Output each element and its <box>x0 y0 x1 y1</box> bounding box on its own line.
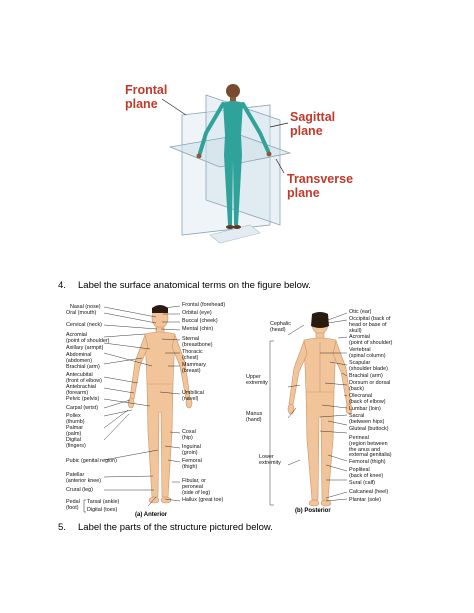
question-number: 4. <box>58 280 66 291</box>
label-frontal: Frontal (forehead) <box>182 302 226 308</box>
label-acromial-post: Acromial (point of shoulder) <box>349 334 393 346</box>
label-orbital: Orbital (eye) <box>182 310 212 316</box>
label-calcaneal: Calcaneal (heel) <box>349 489 389 495</box>
label-tarsal: Tarsal (ankle) <box>87 499 120 505</box>
label-vertebral: Vertebral (spinal column) <box>349 347 386 359</box>
label-dorsum: Dorsum or dorsal (back) <box>349 380 391 392</box>
label-perineal: Perineal (region between the anus and external genitalia) <box>349 435 392 459</box>
label-carpal: Carpal (wrist) <box>66 405 99 411</box>
label-brachial-post: Brachial (arm) <box>349 373 383 379</box>
label-digital-fingers: Digital (fingers) <box>66 437 86 449</box>
question-number: 5. <box>58 522 66 533</box>
label-plantar: Plantar (sole) <box>349 497 382 503</box>
label-gluteal: Gluteal (buttock) <box>349 426 389 432</box>
label-pedal: Pedal <box>66 499 80 505</box>
question-5 <box>58 522 458 536</box>
question-4 <box>58 280 458 294</box>
frontal-plane-label: Frontal plane <box>125 83 168 111</box>
label-manus: Manus (hand) <box>246 411 263 423</box>
sagittal-plane-label: Sagittal plane <box>290 110 336 138</box>
label-cephalic: Cephalic (head) <box>270 321 291 333</box>
label-palmar: Palmar (palm) <box>66 425 84 437</box>
label-foot: (foot) <box>66 505 79 511</box>
label-olecranal: Olecranal (back of elbow) <box>349 393 386 405</box>
label-inguinal: Inguinal (groin) <box>182 444 201 456</box>
posterior-caption: (b) Posterior <box>295 508 331 514</box>
label-cervical: Cervical (neck) <box>66 322 102 328</box>
label-scapular: Scapular (shoulder blade) <box>349 360 388 372</box>
label-upper-extremity: Upper extremity <box>246 374 268 386</box>
label-pubic: Pubic (genital region) <box>66 458 117 464</box>
label-sural: Sural (calf) <box>349 480 376 486</box>
label-oral: Oral (mouth) <box>66 310 97 316</box>
label-popliteal: Popliteal (back of knee) <box>349 467 384 479</box>
label-abdominal: Abdominal (abdomen) <box>66 352 93 364</box>
label-brachial: Brachial (arm) <box>66 364 100 370</box>
label-digital-toes: Digital (toes) <box>87 507 118 513</box>
question-text: Label the parts of the structure pictured below. <box>78 522 273 533</box>
label-antecubital: Antecubital (front of elbow) <box>66 372 102 384</box>
label-acromial: Acromial (point of shoulder) <box>66 332 110 344</box>
label-occipital: Occipital (back of head or base of skull) <box>349 316 391 334</box>
label-lumbar: Lumbar (loin) <box>349 406 381 412</box>
label-coxal: Coxal (hip) <box>182 429 196 441</box>
label-umbilical: Umbilical (navel) <box>182 390 204 402</box>
label-pelvic: Pelvic (pelvis) <box>66 396 100 402</box>
label-femoral-post: Femoral (thigh) <box>349 459 386 465</box>
label-sternal: Sternal (breastbone) <box>182 336 213 348</box>
anterior-caption: (a) Anterior <box>135 512 168 518</box>
label-mental: Mental (chin) <box>182 326 214 332</box>
label-sacral: Sacral (between hips) <box>349 413 385 425</box>
pedal-bracket <box>83 499 87 513</box>
label-buccal: Buccal (cheek) <box>182 318 218 324</box>
label-hallux: Hallux (great toe) <box>182 497 224 503</box>
label-thoracic: Thoracic (chest) <box>182 349 203 361</box>
label-patellar: Patellar (anterior knee) <box>66 472 102 484</box>
label-pollex: Pollex (thumb) <box>66 413 85 425</box>
label-nasal: Nasal (nose) <box>70 304 101 310</box>
label-crural: Crural (leg) <box>66 487 93 493</box>
question-text: Label the surface anatomical terms on the figure below. <box>78 280 311 291</box>
label-femoral: Femoral (thigh) <box>182 458 202 470</box>
label-fibular: Fibular, or peroneal (side of leg) <box>182 478 211 496</box>
label-antebrachial: Antebrachial (forearm) <box>66 384 96 396</box>
label-axillary: Axillary (armpit) <box>66 345 104 351</box>
label-lower-extremity: Lower extremity <box>259 454 281 466</box>
label-mammary: Mammary (breast) <box>182 362 206 374</box>
transverse-plane-label: Transverse plane <box>287 172 354 200</box>
label-otic: Otic (ear) <box>349 309 372 315</box>
